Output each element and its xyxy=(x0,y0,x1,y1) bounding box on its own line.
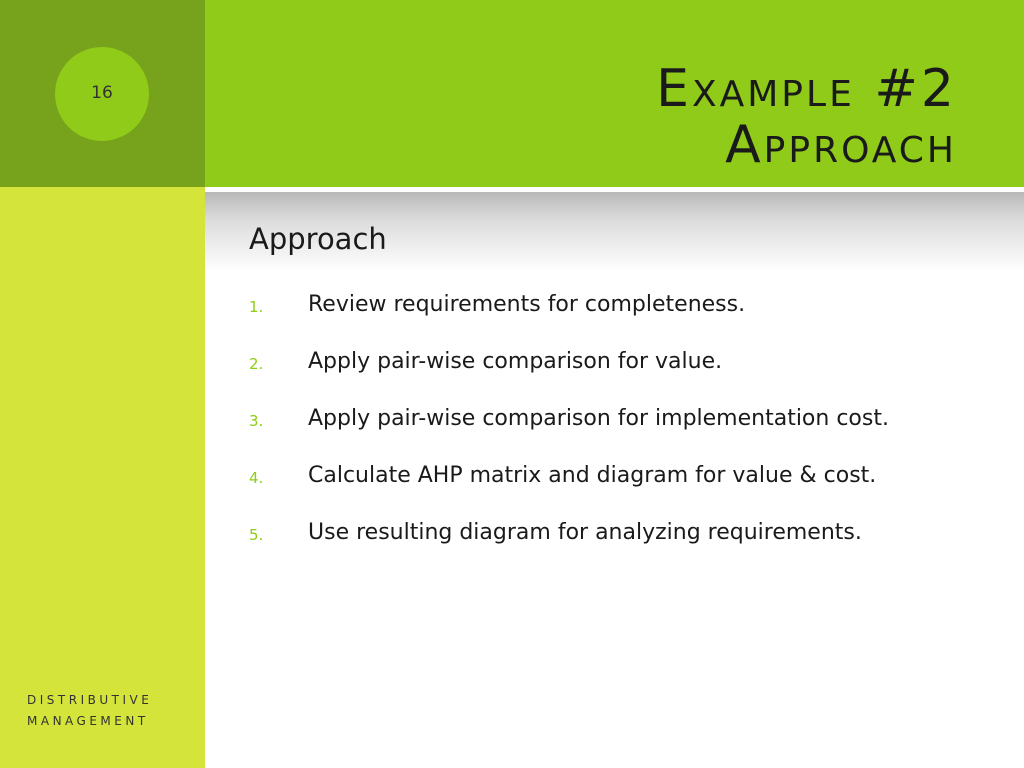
list-item xyxy=(249,461,979,490)
page-number-badge xyxy=(55,47,149,141)
slide-title-line-1: Example #2 xyxy=(656,58,957,119)
slide-title xyxy=(656,58,957,175)
steps-list xyxy=(249,290,979,575)
list-item-number: 4. xyxy=(249,469,264,487)
footer-line-1: DISTRIBUTIVE xyxy=(27,693,153,707)
list-item xyxy=(249,518,979,547)
section-heading: Approach xyxy=(249,222,387,256)
list-item-text: Apply pair-wise comparison for value. xyxy=(308,349,723,374)
page-number: 16 xyxy=(91,83,113,103)
footer-label xyxy=(27,690,152,732)
list-item-number: 1. xyxy=(249,298,264,316)
list-item-number: 5. xyxy=(249,526,264,544)
list-item-text: Review requirements for completeness. xyxy=(308,292,746,317)
footer-line-2: MANAGEMENT xyxy=(27,714,149,728)
list-item-text: Apply pair-wise comparison for implementation cost. xyxy=(308,406,889,431)
sidebar-bottom-panel xyxy=(0,187,205,768)
list-item-text: Calculate AHP matrix and diagram for value & cost. xyxy=(308,463,877,488)
list-item-text: Use resulting diagram for analyzing requirements. xyxy=(308,520,862,545)
slide-title-line-2: Approach xyxy=(725,114,957,175)
list-item-number: 2. xyxy=(249,355,264,373)
list-item xyxy=(249,347,979,376)
list-item xyxy=(249,290,979,319)
list-item xyxy=(249,404,979,433)
list-item-number: 3. xyxy=(249,412,264,430)
